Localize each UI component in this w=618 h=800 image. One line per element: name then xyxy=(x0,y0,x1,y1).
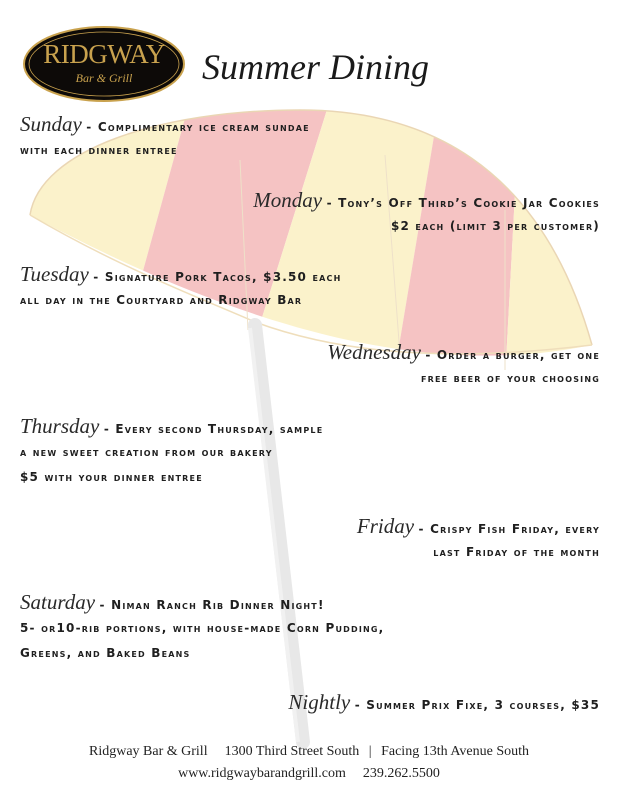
footer-address-line xyxy=(0,741,618,763)
day-name: Sunday xyxy=(20,112,82,136)
day-name: Tuesday xyxy=(20,262,89,286)
phone-number[interactable]: 239.262.5500 xyxy=(362,766,440,781)
special-line: 5- or10-rib portions, with house-made Corn Pudding, xyxy=(20,621,385,635)
special-line: free beer of your choosing xyxy=(420,371,600,385)
day-separator: - xyxy=(103,422,116,436)
tuesday-special xyxy=(20,262,342,312)
special-line: all day in the Courtyard and Ridgway Bar xyxy=(20,293,303,307)
day-name: Thursday xyxy=(20,414,100,438)
sunday-special xyxy=(20,112,310,162)
special-line: Every second Thursday, sample xyxy=(115,422,324,436)
footer xyxy=(0,741,618,785)
wednesday-special xyxy=(327,340,600,390)
special-line: last Friday of the month xyxy=(433,545,600,559)
page-title: Summer Dining xyxy=(202,47,429,87)
friday-special xyxy=(357,514,600,564)
special-line: $2 each (limit 3 per customer) xyxy=(390,219,600,233)
day-name: Wednesday xyxy=(327,340,421,364)
website-link[interactable]: www.ridgwaybarandgrill.com xyxy=(178,766,346,781)
logo-subtitle: Bar & Grill xyxy=(75,71,133,85)
day-separator: - xyxy=(93,270,105,284)
special-line: Summer Prix Fixe, 3 courses, $35 xyxy=(366,698,600,712)
day-separator: - xyxy=(326,196,339,210)
footer-divider: | xyxy=(368,744,372,759)
special-line: Niman Ranch Rib Dinner Night! xyxy=(111,598,325,612)
logo-brand-name: RIDGWAY xyxy=(43,39,165,69)
footer-contact-line xyxy=(0,763,618,785)
special-line: Crispy Fish Friday, every xyxy=(430,522,600,536)
special-line: Greens, and Baked Beans xyxy=(20,646,191,660)
restaurant-name: Ridgway Bar & Grill xyxy=(88,744,208,759)
special-line: Complimentary ice cream sundae xyxy=(97,120,310,134)
special-line: Tony’s Off Third’s Cookie Jar Cookies xyxy=(338,196,600,210)
cross-street: Facing 13th Avenue South xyxy=(381,744,529,759)
street-address: 1300 Third Street South xyxy=(224,744,360,759)
day-separator: - xyxy=(86,120,98,134)
special-line: $5 with your dinner entree xyxy=(20,470,203,484)
saturday-special xyxy=(20,590,384,665)
day-separator: - xyxy=(425,348,437,362)
day-name: Monday xyxy=(253,188,323,212)
thursday-special xyxy=(20,414,323,489)
day-name: Friday xyxy=(356,514,415,538)
day-separator: - xyxy=(354,698,367,712)
day-separator: - xyxy=(418,522,431,536)
ridgway-logo-text xyxy=(22,25,186,103)
nightly-special xyxy=(288,690,600,715)
day-name: Saturday xyxy=(20,590,96,614)
special-line: with each dinner entree xyxy=(20,143,178,157)
special-line: a new sweet creation from our bakery xyxy=(20,445,273,459)
day-separator: - xyxy=(99,598,112,612)
special-line: Signature Pork Tacos, $3.50 each xyxy=(104,270,342,284)
day-name: Nightly xyxy=(288,690,351,714)
special-line: Order a burger, get one xyxy=(436,348,600,362)
monday-special xyxy=(253,188,600,238)
